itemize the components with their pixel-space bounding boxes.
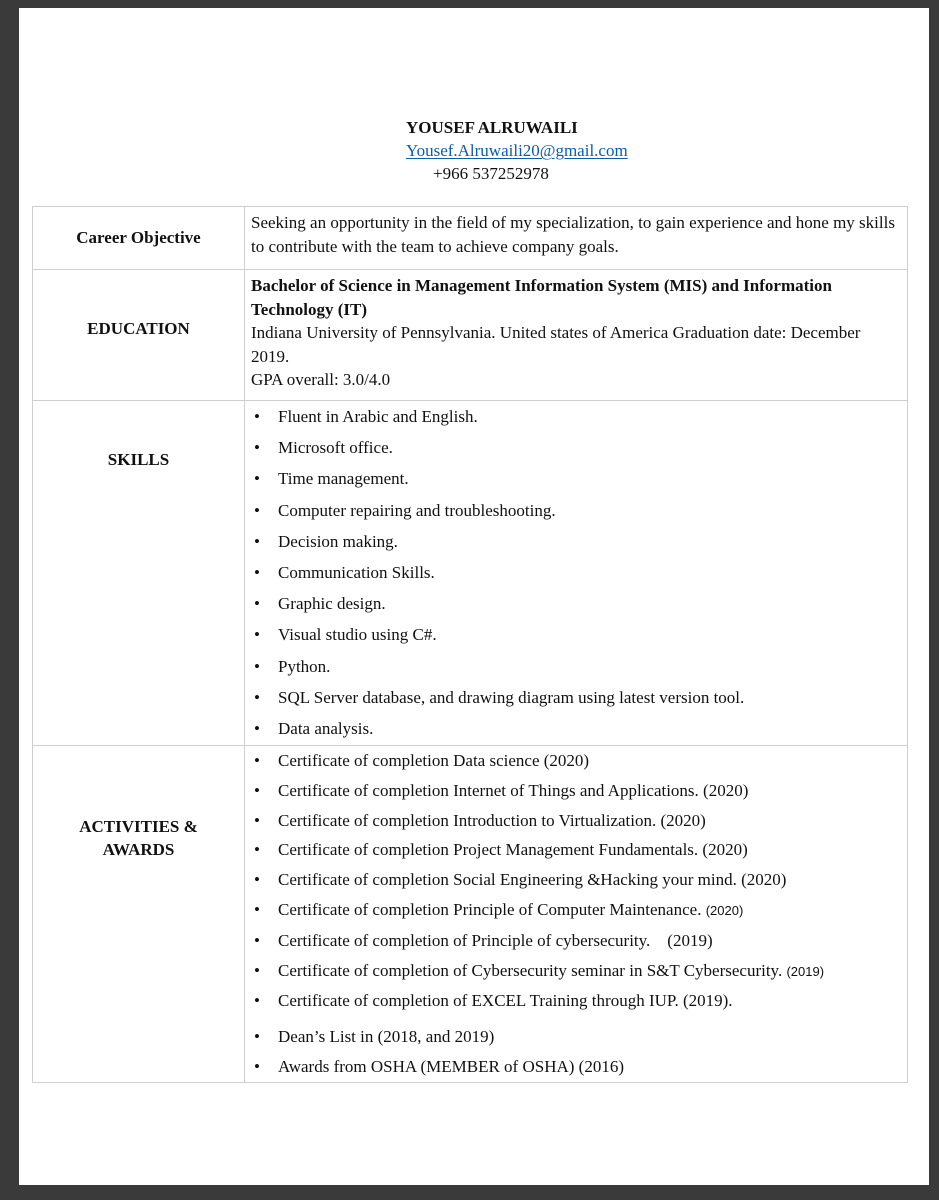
activities-list (251, 746, 901, 1082)
gpa: GPA overall: 3.0/4.0 (251, 370, 391, 389)
list-item: • Certificate of completion Social Engineering &Hacking your mind. (2020) (251, 865, 901, 895)
list-item: • Certificate of completion of Principle of cybersecurity. (2019) (251, 926, 901, 956)
list-item: • Data analysis. (251, 713, 901, 744)
candidate-name: YOUSEF ALRUWAILI (406, 118, 578, 137)
list-item: • Computer repairing and troubleshooting. (251, 495, 901, 526)
bullet-icon: • (254, 500, 260, 520)
bullet-icon: • (254, 563, 260, 583)
bullet-icon: • (254, 840, 260, 860)
bullet-icon: • (254, 469, 260, 489)
skills-list (251, 401, 901, 744)
list-item: • Visual studio using C#. (251, 619, 901, 650)
list-item: • Microsoft office. (251, 432, 901, 463)
email-link[interactable]: Yousef.Alruwaili20@gmail.com (406, 141, 628, 160)
list-item: • Certificate of completion of Cybersecurity seminar in S&T Cybersecurity. (2019) (251, 956, 901, 987)
list-item: • Certificate of completion Data science (2020) (251, 746, 901, 776)
list-item: • Certificate of completion Internet of Things and Applications. (2020) (251, 776, 901, 806)
bullet-icon: • (254, 870, 260, 890)
list-item: • Awards from OSHA (MEMBER of OSHA) (2016) (251, 1052, 901, 1082)
career-objective-label: Career Objective (33, 207, 245, 270)
list-item: • Certificate of completion Project Management Fundamentals. (2020) (251, 835, 901, 865)
bullet-icon: • (254, 751, 260, 770)
list-item: • Certificate of completion of EXCEL Training through IUP. (2019). (251, 986, 901, 1016)
career-objective-cell (245, 207, 908, 270)
career-objective-text: Seeking an opportunity in the field of my specialization, to gain experience and hone my skills to contribute with the team to achieve company goals. (251, 213, 895, 256)
career-objective-row (33, 207, 908, 270)
bullet-icon: • (254, 899, 260, 919)
activities-label-cell (33, 746, 245, 1083)
list-item: • SQL Server database, and drawing diagram using latest version tool. (251, 682, 901, 713)
bullet-icon: • (254, 930, 260, 950)
bullet-icon: • (254, 687, 260, 707)
bullet-icon: • (254, 1027, 260, 1047)
education-row (33, 270, 908, 401)
activities-awards-row (33, 746, 908, 1083)
bullet-icon: • (254, 960, 260, 980)
bullet-icon: • (254, 810, 260, 830)
bullet-icon: • (254, 719, 260, 739)
bullet-icon: • (254, 780, 260, 800)
resume-page (19, 8, 929, 1185)
list-item: • Fluent in Arabic and English. (251, 401, 901, 432)
bullet-icon: • (254, 407, 260, 426)
bullet-icon: • (254, 1056, 260, 1076)
list-item: • Certificate of completion Principle of Computer Maintenance. (2020) (251, 895, 901, 926)
skills-cell (245, 401, 908, 746)
bullet-icon: • (254, 625, 260, 645)
activities-cell (245, 746, 908, 1083)
bullet-icon: • (254, 531, 260, 551)
list-item: • Dean’s List in (2018, and 2019) (251, 1022, 901, 1052)
school-info: Indiana University of Pennsylvania. United states of America Graduation date: December 2019. (251, 323, 861, 366)
list-item: • Graphic design. (251, 588, 901, 619)
list-item: • Python. (251, 651, 901, 682)
bullet-icon: • (254, 656, 260, 676)
bullet-icon: • (254, 594, 260, 614)
skills-row (33, 401, 908, 746)
bullet-icon: • (254, 438, 260, 458)
phone-number: +966 537252978 (433, 164, 549, 183)
education-label-cell (33, 270, 245, 401)
list-item: • Communication Skills. (251, 557, 901, 588)
activities-awards-label: ACTIVITIES & AWARDS (79, 817, 198, 859)
education-cell (245, 270, 908, 401)
resume-table (32, 206, 908, 1083)
list-item: • Certificate of completion Introduction to Virtualization. (2020) (251, 806, 901, 836)
degree-title: Bachelor of Science in Management Information System (MIS) and Information Technology (IT) (251, 276, 832, 319)
education-label: EDUCATION (87, 319, 190, 338)
skills-label-cell (33, 401, 245, 746)
skills-label: SKILLS (107, 450, 170, 469)
bullet-icon: • (254, 991, 260, 1011)
list-item: • Decision making. (251, 526, 901, 557)
list-item: • Time management. (251, 463, 901, 494)
